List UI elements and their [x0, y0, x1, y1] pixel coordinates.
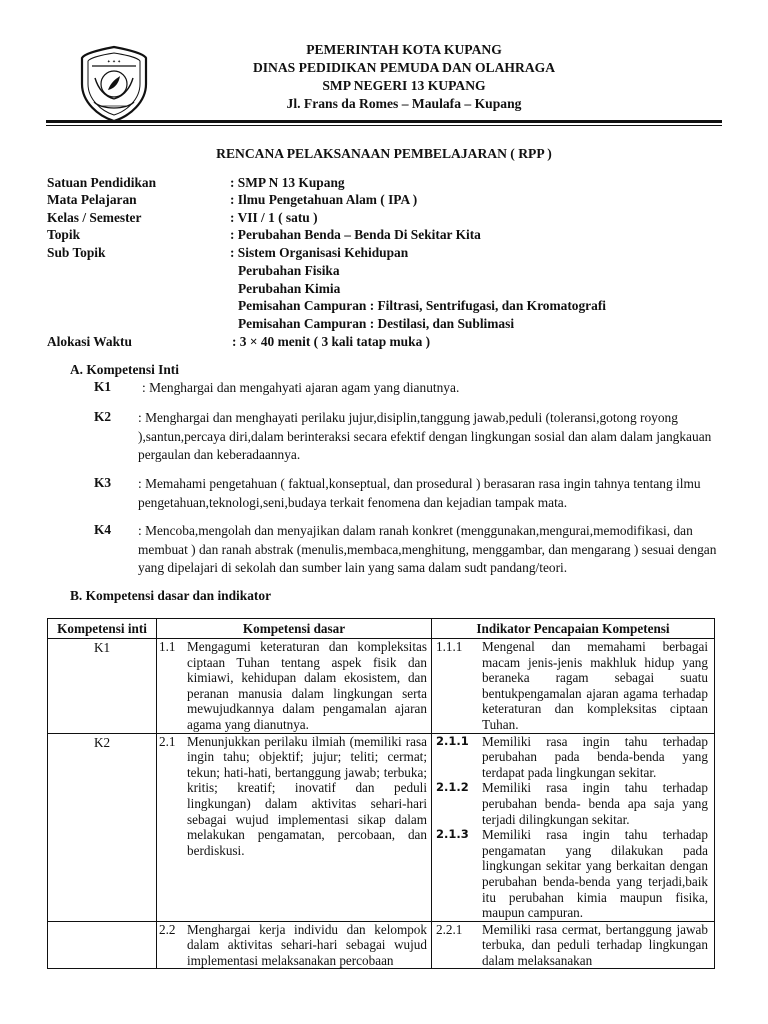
kd-item: [157, 639, 431, 733]
kelas-label: Kelas / Semester: [47, 210, 142, 225]
kd-cell: [157, 733, 432, 921]
indicator-text: Mengenal dan memahami berbagai macam jenis-jenis makhluk hidup yang beraneka ragam sebagai suatu bentukpengamalan ajaran agama terhadap keteraturan dan kompleksitas ciptaan Tuhan.: [482, 639, 708, 732]
table-row: [48, 921, 715, 969]
letterhead-line-department: DINAS PEDIDIKAN PEMUDA DAN OLAHRAGA: [252, 60, 556, 75]
ki-cell: [48, 921, 157, 969]
kd-cell: [157, 921, 432, 969]
topik-value: : Perubahan Benda – Benda Di Sekitar Kita: [230, 227, 481, 242]
kelas-value: : VII / 1 ( satu ): [230, 210, 318, 225]
subtopik-item: Pemisahan Campuran : Destilasi, dan Sublimasi: [238, 316, 515, 331]
ki-text: : Menghargai dan mengahyati ajaran agam yang dianutnya.: [142, 380, 460, 395]
satuan-value: : SMP N 13 Kupang: [230, 175, 345, 190]
indicator-text: Memiliki rasa cermat, bertanggung jawab terbuka, dan peduli terhadap lingkungan dalam melaksanakan: [482, 921, 708, 968]
indicator-cell: [432, 639, 715, 734]
indicator-number: 1.1.1: [436, 639, 463, 654]
indicator-text: Memiliki rasa ingin tahu terhadap perubahan pada benda-benda yang terdapat pada lingkungan sekitar.: [482, 733, 708, 780]
alokasi-label: Alokasi Waktu: [47, 334, 132, 349]
kd-item: [157, 922, 431, 969]
subtopik-label: Sub Topik: [47, 245, 106, 260]
kd-text: Menghargai kerja individu dan kelompok dalam aktivitas sehari-hari sebagai wujud implementasi melaksanakan percobaan: [187, 921, 427, 968]
ki-text: : Mencoba,mengolah dan menyajikan dalam ranah konkret (menggunakan,mengurai,memodifikasi, dan membuat ) dan ranah abstrak (menulis,membaca,menghitung, menggambar, dan mengarang ) sesuai dengan yang dipelajari di sekolah dan sumber lain yang sama dalam sudt pandang/teori.: [138, 523, 717, 575]
table-row: [48, 639, 715, 734]
section-b-heading: B. Kompetensi dasar dan indikator: [70, 588, 272, 603]
letterhead-line-government: PEMERINTAH KOTA KUPANG: [306, 42, 502, 57]
ki-text: : Menghargai dan menghayati perilaku jujur,disiplin,tanggung jawab,peduli (toleransi,gotong royong ),santun,percaya diri,dalam berinteraksi secara efektif dengan lingkungan sosial dan alam dalam jangkauan pergaulan dan keberadaannya.: [138, 410, 712, 462]
kd-number: 2.2: [159, 921, 176, 937]
indicator-cell: [432, 733, 715, 921]
indicator-text: Memiliki rasa ingin tahu terhadap perubahan benda- benda apa saja yang terjadi dilingkungan sekitar.: [482, 780, 708, 827]
kd-item: [157, 734, 431, 859]
kd-text: Mengagumi keteraturan dan kompleksitas ciptaan Tuhan tentang aspek fisik dan kimiawi, kehidupan dalam ekosistem, dan peranan manusia dalam lingkungan serta mewujudkannya dalam pengamalan ajaran agama yang dianutnya.: [187, 639, 427, 732]
subtopik-value: : Sistem Organisasi Kehidupan: [230, 245, 409, 260]
indicator-item: [432, 922, 714, 969]
letterhead-thick-rule: [46, 120, 722, 123]
indicator-text: Memiliki rasa ingin tahu terhadap pengamatan yang dilakukan pada lingkungan sekitar yang berkaitan dengan perubahan benda-benda yang terjadi,baik itu perubahan kimia maupun fisika, maupun campuran.: [482, 827, 708, 921]
subtopik-item: Pemisahan Campuran : Filtrasi, Sentrifugasi, dan Kromatografi: [238, 298, 606, 313]
header-indikator: Indikator Pencapaian Kompetensi: [432, 619, 715, 639]
indicator-number: 2.2.1: [436, 921, 463, 937]
kd-number: 1.1: [159, 639, 176, 654]
indicator-item: [432, 827, 714, 921]
satuan-label: Satuan Pendidikan: [47, 175, 157, 190]
ki-key: K2: [94, 409, 112, 424]
ki-cell: K2: [48, 733, 157, 921]
kd-number: 2.1: [159, 733, 176, 749]
letterhead-line-school: SMP NEGERI 13 KUPANG: [322, 78, 486, 93]
mapel-value: : Ilmu Pengetahuan Alam ( IPA ): [230, 192, 418, 207]
header-kompetensi-dasar: Kompetensi dasar: [157, 619, 432, 639]
indicator-item: [432, 639, 714, 733]
header-kompetensi-inti: Kompetensi inti: [48, 619, 157, 639]
mapel-label: Mata Pelajaran: [47, 192, 137, 207]
subtopik-item: Perubahan Kimia: [238, 281, 341, 296]
ki-key: K4: [94, 522, 112, 537]
table-row: [48, 733, 715, 921]
ki-key: K1: [94, 379, 112, 394]
svg-text:✦ ✦ ✦: ✦ ✦ ✦: [106, 60, 122, 65]
indicator-number: 2.1.3: [436, 827, 469, 842]
kd-cell: [157, 639, 432, 734]
letterhead-line-address: Jl. Frans da Romes – Maulafa – Kupang: [286, 96, 522, 111]
subtopik-item: Perubahan Fisika: [238, 263, 340, 278]
alokasi-value: : 3 × 40 menit ( 3 kali tatap muka ): [232, 334, 431, 349]
indicator-item: [432, 780, 714, 827]
competency-table: [47, 618, 715, 969]
indicator-item: [432, 734, 714, 781]
topik-label: Topik: [47, 227, 81, 242]
ki-key: K3: [94, 475, 112, 490]
letterhead-thin-rule: [46, 125, 722, 126]
ki-cell: K1: [48, 639, 157, 734]
section-a-heading: A. Kompetensi Inti: [70, 362, 179, 377]
document-title: RENCANA PELAKSANAAN PEMBELAJARAN ( RPP ): [216, 146, 552, 161]
kd-text: Menunjukkan perilaku ilmiah (memiliki rasa ingin tahu; objektif; jujur; teliti; cermat; tekun; hati-hati, bertanggung jawab; terbuka; kritis; kreatif; inovatif dan peduli lingkungan) dalam aktivitas sehari-hari sebagai wujud implementasi sikap dalam melakukan pengamatan, percobaan, dan berdiskusi.: [187, 733, 427, 858]
indicator-number: 2.1.1: [436, 733, 469, 748]
indicator-cell: [432, 921, 715, 969]
ki-text: : Memahami pengetahuan ( faktual,konseptual, dan prosedural ) berasaran rasa ingin tahnya tentang ilmu pengetahuan,teknologi,seni,budaya terkait fenomena dan kejadian tampak mata.: [138, 476, 701, 510]
table-header-row: [48, 619, 715, 639]
indicator-number: 2.1.2: [436, 780, 469, 795]
